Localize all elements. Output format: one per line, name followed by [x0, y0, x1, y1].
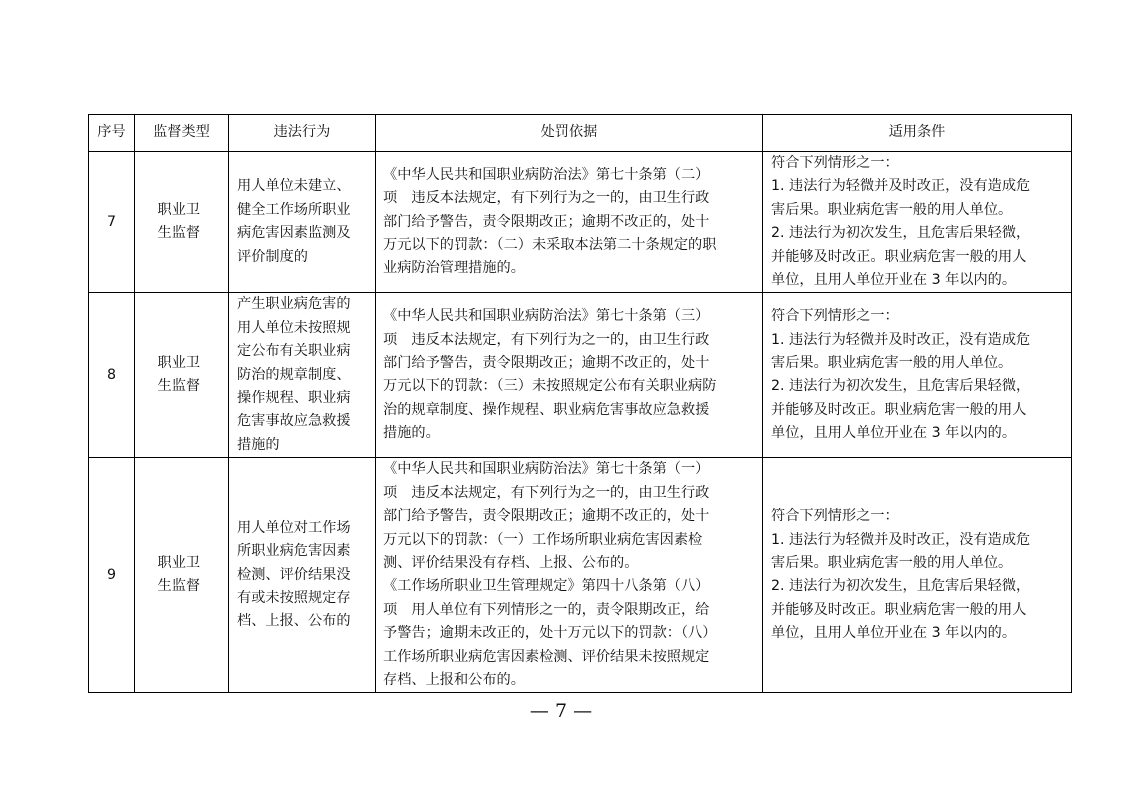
table-row [89, 458, 1072, 693]
penalty-basis-line: 项 用人单位有下列情形之一的，责令限期改正，给 [383, 601, 710, 618]
cell-serial-number: 8 [89, 293, 135, 458]
condition-line: 2. 违法行为初次发生，且危害后果轻微， [771, 578, 1031, 595]
cell-violation [229, 458, 376, 693]
violation-line: 操作规程、职业病 [237, 390, 351, 407]
condition-line: 1. 违法行为轻微并及时改正，没有造成危 [771, 331, 1031, 348]
table-header-row [89, 115, 1072, 152]
condition-line: 并能够及时改正。职业病危害一般的用人 [771, 401, 1027, 418]
penalty-basis-line: 措施的。 [383, 425, 440, 442]
header-violation: 违法行为 [229, 115, 376, 152]
condition-line: 1. 违法行为轻微并及时改正，没有造成危 [771, 531, 1031, 548]
header-penalty-basis: 处罚依据 [376, 115, 763, 152]
condition-line: 害后果。职业病危害一般的用人单位。 [771, 201, 1013, 218]
condition-line: 2. 违法行为初次发生，且危害后果轻微， [771, 378, 1031, 395]
violation-line: 产生职业病危害的 [237, 296, 351, 313]
penalty-basis-line: 部门给予警告，责令限期改正；逾期不改正的，处十 [383, 354, 710, 371]
penalty-basis-line: 万元以下的罚款：（三）未按照规定公布有关职业病防 [383, 378, 717, 395]
cell-applicable-conditions [763, 293, 1072, 458]
condition-line: 单位，且用人单位开业在 3 年以内的。 [771, 625, 1017, 642]
cell-applicable-conditions [763, 152, 1072, 293]
violation-line: 定公布有关职业病 [237, 343, 351, 360]
penalty-basis-line: 测、评价结果没有存档、上报、公布的。 [383, 554, 639, 571]
penalty-basis-line: 治的规章制度、操作规程、职业病危害事故应急救援 [383, 401, 710, 418]
penalty-basis-line: 予警告；逾期未改正的，处十万元以下的罚款：（八） [383, 625, 717, 642]
condition-line: 符合下列情形之一： [771, 155, 899, 171]
cell-penalty-basis [376, 458, 763, 693]
penalty-basis-line: 业病防治管理措施的。 [383, 260, 525, 277]
cell-supervision-type [135, 458, 229, 693]
violation-line: 所职业病危害因素 [237, 543, 351, 560]
violation-line: 档、上报、公布的 [237, 613, 351, 630]
penalty-basis-line: 万元以下的罚款：（一）工作场所职业病危害因素检 [383, 531, 703, 548]
header-applicable-conditions: 适用条件 [763, 115, 1072, 152]
violation-line: 用人单位未按照规 [237, 319, 351, 336]
condition-line: 并能够及时改正。职业病危害一般的用人 [771, 601, 1027, 618]
condition-line: 并能够及时改正。职业病危害一般的用人 [771, 248, 1027, 265]
violation-line: 措施的 [237, 436, 280, 453]
penalty-basis-line: 《中华人民共和国职业病防治法》第七十条第（一） [383, 461, 710, 478]
supervision-type-text: 职业卫生监督 [157, 354, 201, 395]
cell-violation [229, 293, 376, 458]
cell-penalty-basis [376, 152, 763, 293]
condition-line: 害后果。职业病危害一般的用人单位。 [771, 554, 1013, 571]
violation-line: 评价制度的 [237, 248, 308, 265]
cell-applicable-conditions [763, 458, 1072, 693]
table-row [89, 152, 1072, 293]
violation-line: 健全工作场所职业 [237, 201, 351, 218]
violation-line: 用人单位对工作场 [237, 519, 351, 536]
violation-line: 病危害因素监测及 [237, 225, 351, 242]
cell-serial-number: 7 [89, 152, 135, 293]
cell-serial-number: 9 [89, 458, 135, 693]
cell-penalty-basis [376, 293, 763, 458]
page-number: — 7 — [529, 700, 593, 722]
penalty-basis-line: 项 违反本法规定，有下列行为之一的，由卫生行政 [383, 190, 710, 207]
violation-line: 防治的规章制度、 [237, 366, 351, 383]
header-supervision-type: 监督类型 [135, 115, 229, 152]
penalty-basis-line: 部门给予警告，责令限期改正；逾期不改正的，处十 [383, 508, 710, 525]
penalty-basis-line: 存档、上报和公布的。 [383, 671, 525, 688]
cell-supervision-type [135, 293, 229, 458]
condition-line: 符合下列情形之一： [771, 508, 899, 525]
penalty-basis-line: 项 违反本法规定，有下列行为之一的，由卫生行政 [383, 484, 710, 501]
condition-line: 单位，且用人单位开业在 3 年以内的。 [771, 272, 1017, 289]
penalty-basis-line: 《中华人民共和国职业病防治法》第七十条第（三） [383, 308, 710, 325]
penalty-basis-line: 项 违反本法规定，有下列行为之一的，由卫生行政 [383, 331, 710, 348]
supervision-type-text: 职业卫生监督 [157, 201, 201, 242]
penalty-basis-line: 部门给予警告，责令限期改正；逾期不改正的，处十 [383, 213, 710, 230]
condition-line: 符合下列情形之一： [771, 308, 899, 325]
violation-line: 检测、评价结果没 [237, 566, 351, 583]
condition-line: 害后果。职业病危害一般的用人单位。 [771, 354, 1013, 371]
header-serial-number: 序号 [89, 115, 135, 152]
supervision-type-text: 职业卫生监督 [157, 554, 201, 595]
condition-line: 单位，且用人单位开业在 3 年以内的。 [771, 425, 1017, 442]
cell-supervision-type [135, 152, 229, 293]
violation-line: 危害事故应急救援 [237, 413, 351, 430]
penalty-basis-line: 万元以下的罚款：（二）未采取本法第二十条规定的职 [383, 236, 717, 253]
penalty-basis-line: 《中华人民共和国职业病防治法》第七十条第（二） [383, 166, 710, 183]
penalty-basis-line: 工作场所职业病危害因素检测、评价结果未按照规定 [383, 648, 710, 665]
penalty-table [88, 114, 1072, 693]
condition-line: 2. 违法行为初次发生，且危害后果轻微， [771, 225, 1031, 242]
violation-line: 用人单位未建立、 [237, 178, 351, 195]
violation-line: 有或未按照规定存 [237, 590, 351, 607]
penalty-basis-line: 《工作场所职业卫生管理规定》第四十八条第（八） [383, 578, 710, 595]
table-row [89, 293, 1072, 458]
cell-violation [229, 152, 376, 293]
condition-line: 1. 违法行为轻微并及时改正，没有造成危 [771, 178, 1031, 195]
